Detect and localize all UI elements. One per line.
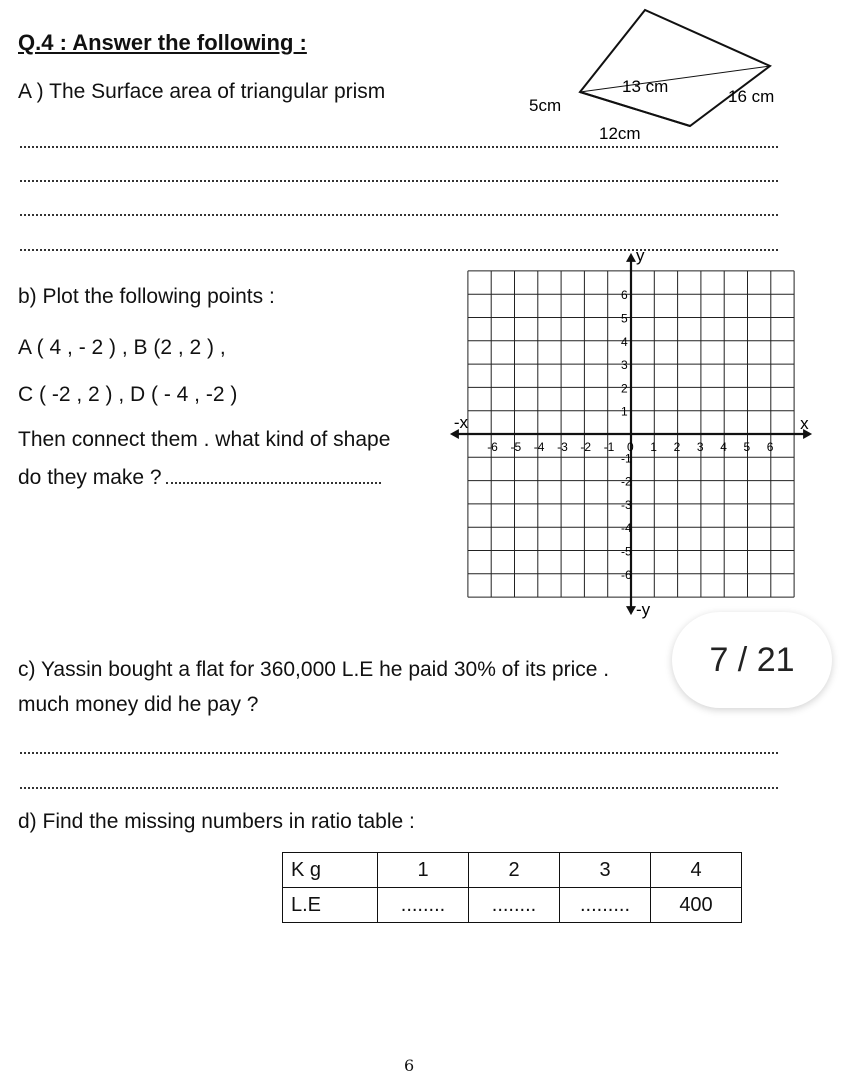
prism-label-slant: 13 cm bbox=[622, 77, 669, 96]
x-tick-label: -1 bbox=[603, 440, 615, 454]
ratio-table bbox=[282, 852, 742, 923]
x-tick-label: 4 bbox=[720, 440, 727, 454]
y-neg-axis-label: -y bbox=[636, 600, 651, 620]
page-number: 6 bbox=[404, 1056, 415, 1075]
prism-label-height: 5cm bbox=[529, 96, 562, 115]
y-axis-arrow bbox=[626, 253, 636, 262]
ratio-cell: 4 bbox=[651, 853, 742, 888]
x-tick-label: -5 bbox=[510, 440, 522, 454]
ratio-row-kg bbox=[283, 853, 742, 888]
ratio-blank-cell[interactable]: ........ bbox=[469, 888, 560, 923]
y-tick-label: -4 bbox=[621, 521, 632, 536]
y-tick-label: 5 bbox=[621, 311, 628, 326]
x-tick-label: 5 bbox=[743, 440, 751, 454]
ratio-cell: 3 bbox=[560, 853, 651, 888]
triangular-prism-figure bbox=[520, 0, 800, 150]
answer-line-c2[interactable] bbox=[20, 787, 778, 789]
ratio-cell: L.E bbox=[283, 888, 378, 923]
x-tick-label: -2 bbox=[580, 440, 592, 454]
part-b-line5: do they make ? bbox=[18, 466, 162, 489]
page-indicator-badge[interactable] bbox=[672, 612, 832, 708]
part-b-line1: b) Plot the following points : bbox=[18, 285, 275, 308]
y-tick-label: -3 bbox=[621, 497, 632, 512]
answer-line-a2[interactable] bbox=[20, 180, 778, 182]
ratio-row-le bbox=[283, 888, 742, 923]
part-c-line2: much money did he pay ? bbox=[18, 693, 259, 716]
answer-line-a1[interactable] bbox=[20, 146, 778, 148]
page-indicator-text: 7 / 21 bbox=[709, 640, 795, 679]
prism-label-base: 12cm bbox=[599, 124, 641, 143]
part-a-text: A ) The Surface area of triangular prism bbox=[18, 80, 386, 103]
y-tick-label: 3 bbox=[621, 358, 628, 373]
answer-line-a3[interactable] bbox=[20, 214, 778, 216]
x-tick-label: -6 bbox=[487, 440, 498, 454]
part-b-line3: C ( -2 , 2 ) , D ( - 4 , -2 ) bbox=[18, 383, 238, 406]
part-b-line4: Then connect them . what kind of shape bbox=[18, 428, 391, 451]
question-title: Q.4 : Answer the following : bbox=[18, 30, 307, 55]
answer-line-a4[interactable] bbox=[20, 249, 778, 251]
y-tick-label: 2 bbox=[621, 381, 628, 396]
y-tick-label: 1 bbox=[621, 404, 628, 419]
ratio-cell: K g bbox=[283, 853, 378, 888]
y-tick-label: -2 bbox=[621, 474, 632, 489]
ratio-blank-cell[interactable]: ........ bbox=[378, 888, 469, 923]
y-axis-neg-arrow bbox=[626, 606, 636, 615]
ratio-cell: 400 bbox=[651, 888, 742, 923]
x-tick-label: 6 bbox=[766, 440, 774, 454]
y-axis-label: y bbox=[636, 245, 645, 265]
ratio-cell: 2 bbox=[469, 853, 560, 888]
y-tick-label: 6 bbox=[621, 288, 628, 303]
part-c-line1: c) Yassin bought a flat for 360,000 L.E he paid 30% of its price . bbox=[18, 658, 610, 681]
coordinate-grid[interactable] bbox=[450, 245, 820, 630]
prism-label-length: 16 cm bbox=[728, 87, 775, 106]
ratio-blank-cell[interactable]: ......... bbox=[560, 888, 651, 923]
ratio-cell: 1 bbox=[378, 853, 469, 888]
x-tick-label: -3 bbox=[557, 440, 568, 454]
x-tick-label: -4 bbox=[533, 440, 545, 454]
part-b-line2: A ( 4 , - 2 ) , B (2 , 2 ) , bbox=[18, 336, 226, 359]
x-tick-label: 2 bbox=[673, 440, 681, 454]
x-tick-label: 3 bbox=[696, 440, 704, 454]
y-tick-label: -1 bbox=[621, 451, 632, 466]
x-tick-label: 0 bbox=[627, 440, 634, 454]
y-tick-label: -6 bbox=[621, 567, 632, 582]
part-d-text: d) Find the missing numbers in ratio table : bbox=[18, 810, 415, 833]
y-tick-label: 4 bbox=[621, 334, 628, 349]
answer-blank-b[interactable] bbox=[166, 482, 381, 484]
x-neg-axis-label: -x bbox=[453, 413, 469, 432]
part-b-line5-wrap bbox=[18, 466, 381, 490]
x-tick-label: 1 bbox=[650, 440, 657, 454]
answer-line-c1[interactable] bbox=[20, 752, 778, 754]
y-tick-label: -5 bbox=[621, 544, 632, 559]
x-axis-label: x bbox=[800, 414, 809, 433]
